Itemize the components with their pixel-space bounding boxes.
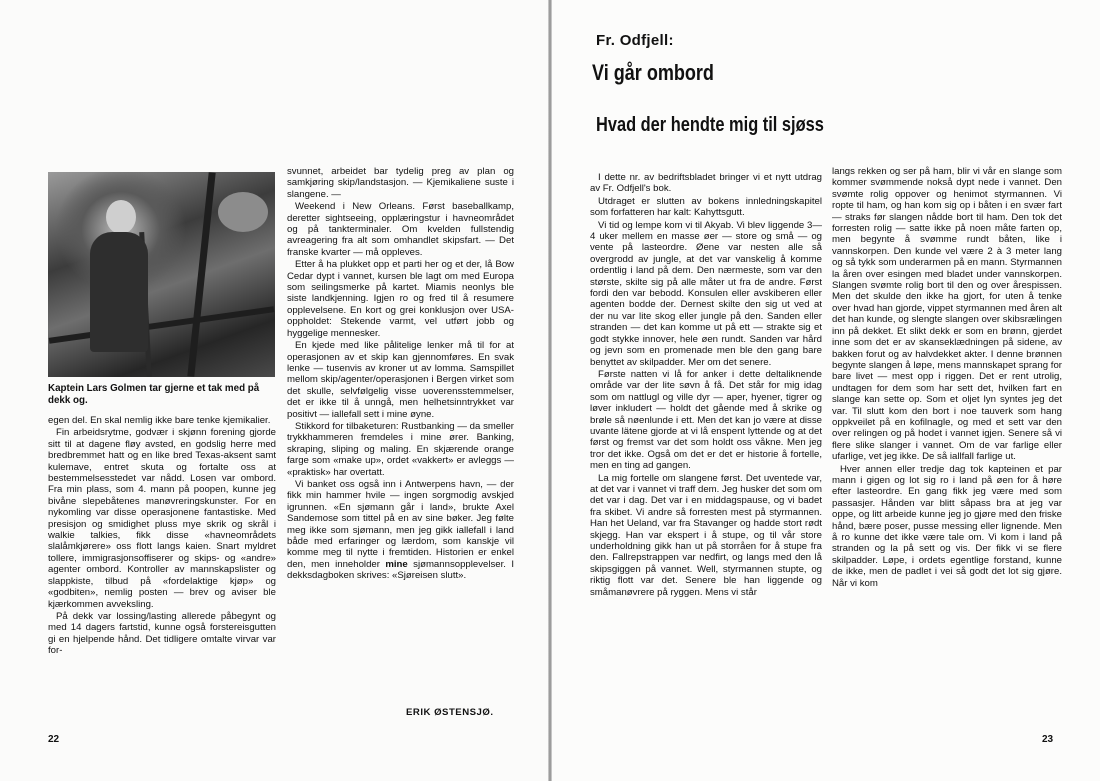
paragraph: På dekk var lossing/lasting allerede påbegynt og med 14 dagers fartstid, kunne også forstereisgutten gi en hjelpende hånd. Det tidligere omtalte virvar var for-	[48, 610, 276, 657]
right-page	[552, 0, 1100, 781]
paragraph: svunnet, arbeidet bar tydelig preg av plan og samkjøring skip/landstasjon. — Kjemikaliene suste i slangene. —	[287, 166, 514, 200]
paragraph: Vi tid og lempe kom vi til Akyab. Vi blev liggende 3—4 uker mellem en masse øer — store og små — og vente på lasteordre. Øene var nesten alle så overgrodd av jungle, at det var vanskelig å komme ordentlig i land på dem. Den nærmeste, som var den største, skilte sig på alle måter ut fra de andre. Først fordi den var bebodd. Konsulen eller avskiberen eller agenten bodde der. Dernest skilte den sig ut ved at der nu var lite skog eller jungle på den. Sanden eller stranden — det kan komme ut på ett — strakte sig et godt stykke innover, hele øen rundt. Sanden var hård og jevn som en promenade men ble den gang bare benyttet av skilpadder. Mer om det senere.	[590, 219, 822, 368]
paragraph-text: Vi banket oss også inn i Antwerpens havn, — der fikk min hammer hvile — ingen sorgmodig avskjed igrunnen. «En sjømann går i land», brukte Axel Sandemose som tittel på en av sine bøker. Jeg følte meg ikke som sjømann, men jeg gikk iallefall i land både med erfaringer og lærdom, som kanskje vil komme meg til nytte i fremtiden. Historien er enkel den, men inneholder	[287, 478, 514, 570]
paragraph: Utdraget er slutten av bokens innledningskapitel som forfatteren har kalt: Kahyttsgutt.	[590, 195, 822, 219]
paragraph: Fin arbeidsrytme, godvær i skjønn forening gjorde sitt til at dagene fløy avsted, en godslig herre med bredbremmet hatt og en like bred Texas-aksent samt kulemave, entret skuta og fortalte oss at bestemmelsesstedet var nådd. Losen var ombord. Fra min plass, som 4. mann på poopen, kunne jeg bivåne slepebåtenes manøvreringskunster. For en nykomling var disse operasjonene fantastiske. Med presisjon og smidighet pluss mye skrik og skrål i walkie talkies, fikk disse «havneområdets slalåmkjørere» oss flott langs kaien. Snart myldret tollere, immigrasjonsoffiserer og skips- og «andre» agenter ombord. Kontroller av mannskapslister og slappkiste, tilbud på «fordelaktige kjøp» og «godbiten», nemlig posten — brev og aviser ble kjærkommen avveksling.	[48, 427, 276, 610]
left-column-1	[48, 415, 276, 658]
paragraph: Etter å ha plukket opp et parti her og et der, lå Bow Cedar dypt i vannet, kursen ble lagt om med Europa som seilingsmerke på kartet. Miamis neonlys ble siste landkjenning. Igjen ro og fred til å resumere opplevelsene. En kort og grei konklusjon over USA-oppholdet: Stekende varmt, vel utført jobb og hyggelige mennesker.	[287, 259, 514, 339]
article-title: Vi går ombord	[592, 60, 714, 85]
paragraph: Weekend i New Orleans. Først baseballkamp, deretter sightseeing, opplæringstur i havneområdet og på tankterminaler. Om kvelden fullstendig avreagering fra alt som omhandlet skipsfart. — Det franske kvarter — må oppleves.	[287, 201, 514, 258]
left-column-2	[287, 166, 514, 583]
paragraph: En kjede med like pålitelige lenker må til for at operasjonen av et skip kan gjennomføres. En svak lenke — tusenvis av kroner ut av lomma. Samspillet mellom skip/agenter/operasjonen i Bergen virket som det skulle, selvfølgelig visse uoverensstemmelser, det er ikke til å unngå, men helhetsinntrykket var positivt — iallefall sett i mine øyne.	[287, 340, 514, 420]
right-column-2	[832, 166, 1062, 590]
captain-photo	[48, 172, 275, 377]
paragraph: La mig fortelle om slangene først. Det uventede var, at det var i vannet vi traff dem. Jeg husker det som om det var i dag. Det var i en middagspause, og vi badet fra skibet. Vi andre så forresten mest på styrmannen. Han het Ueland, var fra Stavanger og hadde stort rødt skjegg. Han var ekspert i å stupe, og til vår store underholdning gikk han ut på storråen for å stupe fra den. Fallrepstrappen var nedfirt, og langs med den lå skipsgiggen på vannet. Well, styrmannen stupte, og riktig flott var det. Senere ble han liggende og småmanøvrere på ryggen. Mens vi står	[590, 472, 822, 598]
photo-caption: Kaptein Lars Golmen tar gjerne et tak med på dekk og.	[48, 383, 260, 406]
paragraph: egen del. En skal nemlig ikke bare tenke kjemikalier.	[48, 415, 271, 426]
right-column-1	[590, 172, 822, 599]
article-subtitle: Hvad der hendte mig til sjøss	[596, 114, 824, 136]
left-page	[0, 0, 548, 781]
paragraph: I dette nr. av bedriftsbladet bringer vi et nytt utdrag av Fr. Odfjell's bok.	[590, 172, 822, 195]
paragraph: langs rekken og ser på ham, blir vi vår en slange som kommer svømmende nokså dypt nede i vannet. Den svømte rolig oppover og henimot styrmannen. Vi ropte til ham, og han kom sig op i båten i en svær fart — straks før slangen nådde bort til ham. Den tok det forresten rolig — satte ikke på noen måte farten op, men begynte å svømme rundt båten, like i vannskorpen. Den kunde vel være 2 à 3 meter lang og så tykk som underarmen på en mann. Styrmannen la åren over esingen med bladet under vannskorpen. Slangen svømte rolig bort til den og over årespissen. Men det skulde den ikke ha gjort, for uten å tenke over hvad han gjorde, vippet styrmannen med åren alt det han kunde, og slengte slangen over skibsrælingen inn på dekket. Et slikt dekk er som en brønn, gjerdet inne som det er av skanseklædningen på sidene, av bakken forut og av halvdekket akter. I denne brønnen begynte slangen å løpe, mens mannskapet sprang for bare livet — mest opp i riggen. Det er rent utrolig, undtagen for dem som har sett det, hvilken fart en slange kan sette op. Som et oljet lyn syntes jeg det var. Til slutt kom den bort i noe tauverk som hang oppkveilet på en kofilnagle, og med et sett var den over relingen og på hodet i vannet igjen. Senere så vi flere slike slanger i vannet. Om de var farlige eller ufarlige, vet jeg ikke. De så iallfall farlige ut.	[832, 166, 1062, 463]
emphasis: mine	[385, 558, 408, 570]
page-number: 22	[48, 734, 60, 745]
paragraph-text: sjømannsopplevelser. I dekksdagboken skrives: «Sjøreisen slutt».	[287, 558, 514, 582]
paragraph: Hver annen eller tredje dag tok kapteinen et par mann i gigen og lot sig ro i land på øen for å høre efter lasteordre. En gang fikk jeg være med som passasjer. Hånden var blitt såpass bra at jeg var oppe, og litt arbeide kunne jeg jo gjøre med den friske hånd, bære poser, pusse messing eller lignende. Men å ro kunne det ikke være tale om. Vi kom i land på stranden og la på sett og vis. Der fikk vi se flere skilpadder. Løpe, i ordets egentlige forstand, kunne de ikke, men de padlet i vei så godt det lot sig gjøre. Når vi kom	[832, 463, 1062, 589]
paragraph	[287, 479, 514, 582]
paragraph: Stikkord for tilbaketuren: Rustbanking — da smeller trykkhammeren fremdeles i mine ører. Banking, skraping, sliping og maling. En skjærende orange farge som «make up», ordet «vakkert» er avleggs — «praktisk» har overtatt.	[287, 420, 514, 478]
article-kicker: Fr. Odfjell:	[596, 32, 674, 49]
paragraph: Første natten vi lå for anker i dette deltaliknende område var der lite søvn å få. Det står for mig idag som om nattlugl og ville dyr — aper, hyener, tigrer og løver inkludert — holdt det gående med å skrike og brøle så nøenlunde i ett. Men det kan jo være at disse uvante lätene gjorde at vi lå enspent lyttende og at det først og fremst var det som holdt oss våkne. Men jeg tror det ikke. Også om det er det er historie å fortelle, men en ting ad gangen.	[590, 368, 822, 472]
page-number: 23	[1042, 734, 1054, 745]
signature: ERIK ØSTENSJØ.	[406, 707, 494, 718]
